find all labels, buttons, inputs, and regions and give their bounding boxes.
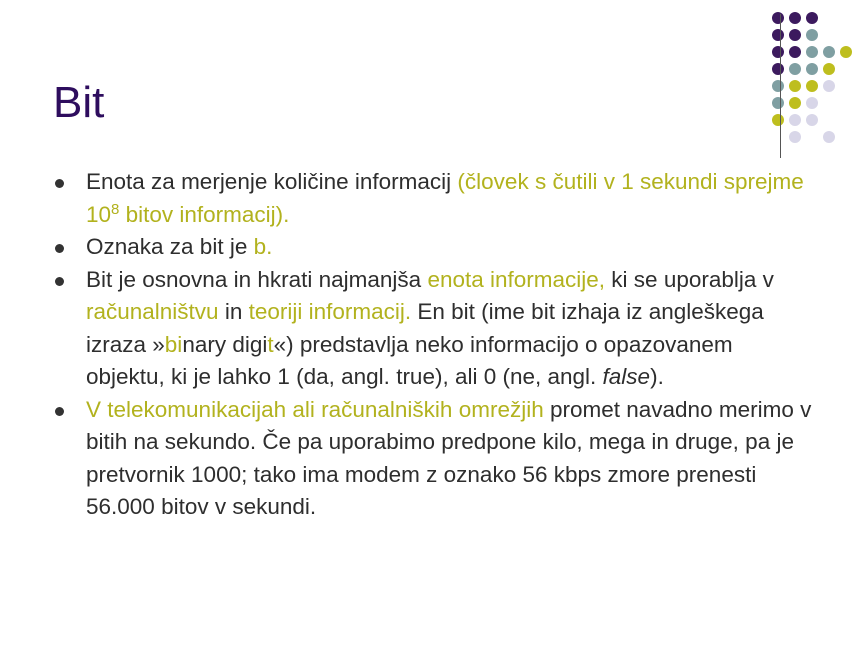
decor-dot — [789, 97, 801, 109]
decor-dot — [823, 63, 835, 75]
bullet-text: «) predstavlja neko informacijo o opazovanem objektu, ki je lahko 1 (da, angl. true), ali 0 (ne, angl. — [86, 331, 733, 389]
bullet-item — [55, 264, 815, 394]
decor-dot — [789, 29, 801, 41]
decor-dot — [840, 46, 852, 58]
decor-dot — [772, 12, 784, 24]
bullet-dot-icon — [55, 407, 64, 416]
link-teorija-informacij[interactable]: teoriji informacij. — [248, 299, 412, 324]
decor-dot — [806, 114, 818, 126]
decor-dot — [772, 114, 784, 126]
decor-dot — [789, 131, 801, 143]
decor-dot — [772, 46, 784, 58]
bullet-dot-icon — [55, 277, 64, 286]
decor-dot — [772, 97, 784, 109]
decor-dot — [789, 63, 801, 75]
link-racunalnistvo[interactable]: računalništvu — [86, 299, 219, 324]
decor-dot — [789, 80, 801, 92]
bullet-text: ki se uporablja v — [605, 266, 774, 292]
decor-dot — [806, 46, 818, 58]
bullet-text: Enota za merjenje količine informacij — [86, 169, 458, 194]
highlight-text: b. — [253, 234, 273, 259]
decorative-vertical-line — [780, 14, 781, 158]
decor-dot — [806, 12, 818, 24]
italic-text: false — [602, 364, 651, 389]
link-telekomunikacije[interactable]: V telekomunikacijah ali računalniških omrežjih — [86, 396, 544, 422]
highlight-text: bi — [164, 331, 183, 357]
highlight-text: (človek s čutili v 1 sekundi sprejme 10 — [86, 169, 804, 227]
decor-dot — [806, 97, 818, 109]
bullet-dot-icon — [55, 179, 64, 188]
bullet-list — [55, 166, 815, 524]
bullet-text: Oznaka za bit je — [86, 234, 254, 259]
bullet-item — [55, 166, 815, 231]
highlight-text: t — [267, 331, 274, 357]
decor-dot — [789, 12, 801, 24]
bullet-text: En bit (ime bit izhaja iz angleškega izraza » — [86, 299, 764, 357]
decor-dot — [772, 80, 784, 92]
decor-dot — [772, 29, 784, 41]
decor-dot — [772, 63, 784, 75]
bullet-text: nary digi — [182, 331, 268, 357]
decor-dot — [806, 63, 818, 75]
bullet-text: in — [218, 299, 249, 324]
slide-title: Bit — [53, 78, 105, 127]
bullet-dot-icon — [55, 244, 64, 253]
decor-dot — [789, 114, 801, 126]
decor-dot — [806, 80, 818, 92]
decor-dot — [823, 80, 835, 92]
link-enota-informacije[interactable]: enota informacije, — [427, 266, 606, 292]
highlight-text: bitov informacij). — [119, 201, 290, 227]
decor-dot — [806, 29, 818, 41]
bullet-text: promet navadno merimo v bitih na sekundo. Če pa uporabimo predpone kilo, mega in druge, pa je pretvornik 1000; tako ima modem z oznako 56 kbps zmore prenesti 56.000 bitov v sekundi. — [86, 396, 812, 519]
decor-dot — [823, 46, 835, 58]
bullet-text: Bit je osnovna in hkrati najmanjša — [86, 266, 428, 292]
bullet-item — [55, 394, 815, 524]
bullet-text: ). — [650, 364, 664, 389]
decor-dot — [823, 131, 835, 143]
bullet-item — [55, 231, 815, 264]
superscript-exponent: 8 — [111, 200, 120, 218]
decor-dot — [789, 46, 801, 58]
